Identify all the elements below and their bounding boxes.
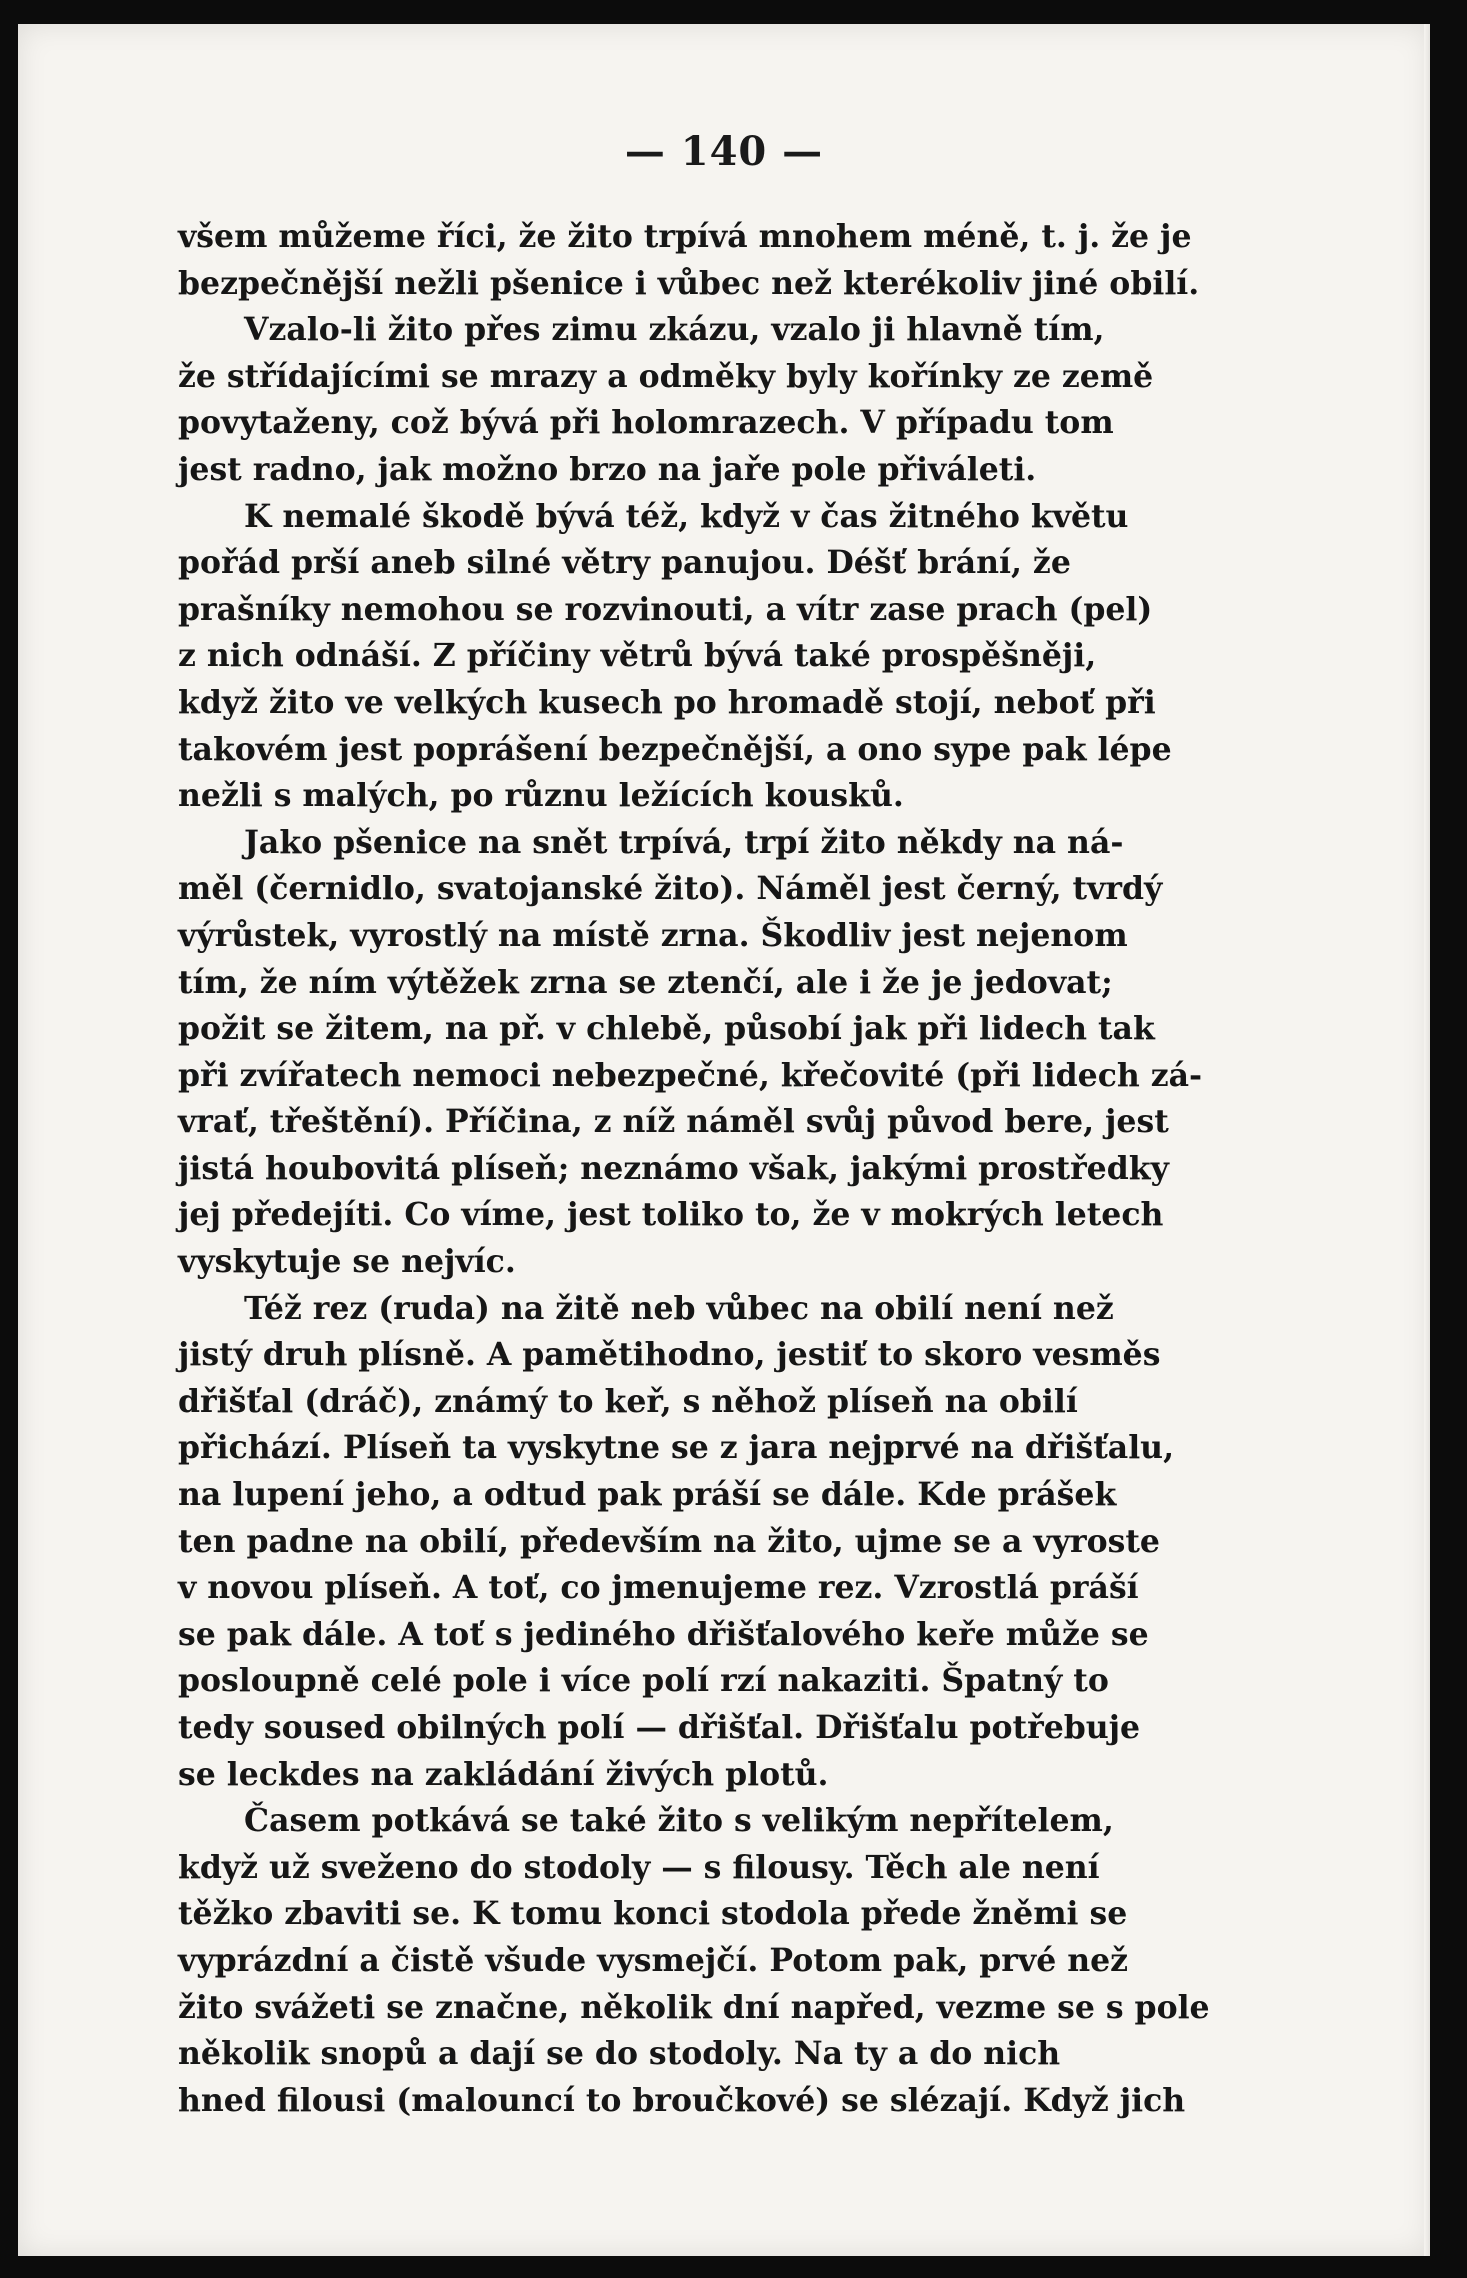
text-line: když už sveženo do stodoly — s filousy. Těch ale není	[178, 1848, 1100, 1886]
text-line: Vzalo-li žito přes zimu zkázu, vzalo ji hlavně tím,	[244, 311, 1105, 349]
text-line: ten padne na obilí, především na žito, ujme se a vyroste	[178, 1522, 1160, 1560]
text-line: jistá houbovitá plíseň; neznámo však, jakými prostředky	[178, 1149, 1169, 1187]
text-line: Též rez (ruda) na žitě neb vůbec na obilí není než	[244, 1289, 1114, 1327]
text-line: nežli s malých, po různu ležících kousků.	[178, 777, 904, 815]
text-line: K nemalé škodě bývá též, když v čas žitného květu	[244, 497, 1129, 535]
text-line: prašníky nemohou se rozvinouti, a vítr zase prach (pel)	[178, 590, 1153, 628]
text-line: vyprázdní a čistě všude vysmejčí. Potom pak, prvé než	[178, 1941, 1129, 1979]
paragraph-6	[178, 1798, 1278, 2124]
body-text	[178, 214, 1278, 2124]
text-line: vrať, třeštění). Příčina, z níž náměl svůj původ bere, jest	[178, 1103, 1169, 1141]
text-line: v novou plíseň. A toť, co jmenujeme rez. Vzrostlá práší	[178, 1569, 1139, 1607]
text-line: jistý druh plísně. A pamětihodno, jestiť to skoro vesměs	[178, 1336, 1161, 1374]
text-line: požit se žitem, na př. v chlebě, působí jak při lidech tak	[178, 1010, 1155, 1048]
paragraph-1	[178, 214, 1278, 307]
text-line: z nich odnáší. Z příčiny větrů bývá také prospěšněji,	[178, 637, 1097, 675]
text-line: těžko zbaviti se. K tomu konci stodola přede žněmi se	[178, 1895, 1128, 1933]
text-line: posloupně celé pole i více polí rzí nakaziti. Špatný to	[178, 1662, 1109, 1700]
paragraph-2	[178, 307, 1278, 493]
text-line: měl (černidlo, svatojanské žito). Náměl jest černý, tvrdý	[178, 870, 1163, 908]
paragraph-4	[178, 820, 1278, 1286]
text-line: se leckdes na zakládání živých plotů.	[178, 1755, 829, 1793]
text-line: když žito ve velkých kusech po hromadě stojí, neboť při	[178, 683, 1156, 721]
book-page	[18, 24, 1430, 2256]
text-line: povytaženy, což bývá při holomrazech. V případu tom	[178, 404, 1114, 442]
text-line: žito svážeti se značne, několik dní napřed, vezme se s pole	[178, 1988, 1210, 2026]
text-line: Časem potkává se také žito s velikým nepřítelem,	[244, 1802, 1114, 1840]
text-line: dřišťal (dráč), známý to keř, s něhož plíseň na obilí	[178, 1382, 1078, 1420]
text-line: takovém jest poprášení bezpečnější, a ono sype pak lépe	[178, 730, 1172, 768]
text-line: vyskytuje se nejvíc.	[178, 1243, 516, 1281]
text-line: tím, že ním výtěžek zrna se ztenčí, ale i že je jedovat;	[178, 963, 1113, 1001]
text-line: že střídajícími se mrazy a odměky byly kořínky ze země	[178, 357, 1154, 395]
page-number: — 140 —	[624, 128, 824, 175]
text-line: bezpečnější nežli pšenice i vůbec než kterékoliv jiné obilí.	[178, 264, 1200, 302]
text-line: Jako pšenice na snět trpívá, trpí žito někdy na ná-	[244, 823, 1124, 861]
text-line: jest radno, jak možno brzo na jaře pole přiváleti.	[178, 450, 1037, 488]
text-line: při zvířatech nemoci nebezpečné, křečovité (při lidech zá-	[178, 1056, 1203, 1094]
text-line: jej předejíti. Co víme, jest toliko to, že v mokrých letech	[178, 1196, 1164, 1234]
page-edge	[1424, 24, 1430, 2256]
text-line: pořád prší aneb silné větry panujou. Déšť brání, že	[178, 544, 1071, 582]
paragraph-3	[178, 494, 1278, 820]
text-line: všem můžeme říci, že žito trpívá mnohem méně, t. j. že je	[178, 218, 1192, 255]
text-line: několik snopů a dají se do stodoly. Na ty a do nich	[178, 2035, 1061, 2073]
text-line: se pak dále. A toť s jediného dřišťalového keře může se	[178, 1615, 1149, 1653]
text-line: tedy soused obilných polí — dřišťal. Dřišťalu potřebuje	[178, 1709, 1141, 1746]
text-line: hned filousi (malouncí to broučkové) se slézají. Když jich	[178, 2081, 1186, 2119]
paragraph-5	[178, 1286, 1278, 1799]
text-line: na lupení jeho, a odtud pak práší se dále. Kde prášek	[178, 1476, 1117, 1514]
text-line: výrůstek, vyrostlý na místě zrna. Škodliv jest nejenom	[178, 916, 1128, 954]
text-line: přichází. Plíseň ta vyskytne se z jara nejprvé na dřišťalu,	[178, 1429, 1175, 1467]
